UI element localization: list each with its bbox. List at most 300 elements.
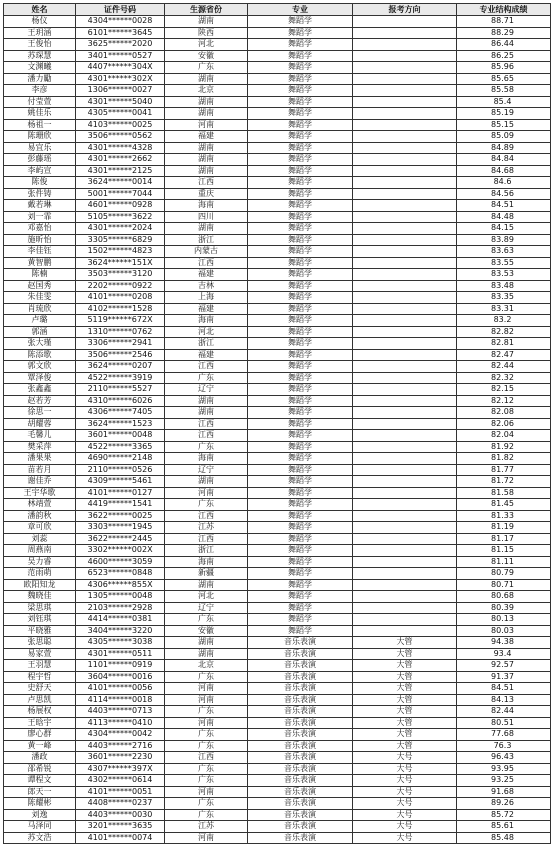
cell-direction — [353, 556, 457, 568]
cell-major: 舞蹈学 — [248, 545, 353, 557]
cell-name: 杨祖一 — [4, 119, 76, 131]
cell-major: 音乐表演 — [248, 706, 353, 718]
cell-score: 83.55 — [457, 257, 551, 269]
cell-name: 吴力睿 — [4, 556, 76, 568]
cell-direction — [353, 625, 457, 637]
cell-name: 易家萱 — [4, 648, 76, 660]
cell-direction — [353, 602, 457, 614]
cell-score: 81.33 — [457, 510, 551, 522]
cell-id-number: 4403******0713 — [76, 706, 165, 718]
table-row — [4, 809, 551, 821]
cell-province: 江西 — [165, 533, 248, 545]
cell-name: 覃泽俊 — [4, 372, 76, 384]
cell-id-number: 4101******0208 — [76, 292, 165, 304]
cell-name: 易宜乐 — [4, 142, 76, 154]
table-row — [4, 257, 551, 269]
cell-province: 湖南 — [165, 154, 248, 166]
cell-province: 湖南 — [165, 96, 248, 108]
cell-major: 音乐表演 — [248, 821, 353, 833]
cell-major: 音乐表演 — [248, 786, 353, 798]
table-row — [4, 269, 551, 281]
cell-name: 张大瑾 — [4, 338, 76, 350]
cell-province: 福建 — [165, 131, 248, 143]
cell-major: 舞蹈学 — [248, 39, 353, 51]
cell-direction — [353, 614, 457, 626]
cell-score: 77.68 — [457, 729, 551, 741]
header-direction: 报考方向 — [353, 4, 457, 16]
cell-direction: 大管 — [353, 694, 457, 706]
cell-id-number: 3624******0207 — [76, 361, 165, 373]
cell-province: 湖南 — [165, 16, 248, 28]
cell-score: 81.92 — [457, 441, 551, 453]
cell-name: 赵若芳 — [4, 395, 76, 407]
table-row — [4, 602, 551, 614]
cell-name: 陈珊欣 — [4, 131, 76, 143]
table-row — [4, 384, 551, 396]
cell-name: 胡耀蓉 — [4, 418, 76, 430]
cell-score: 92.57 — [457, 660, 551, 672]
cell-major: 舞蹈学 — [248, 453, 353, 465]
cell-province: 内蒙古 — [165, 246, 248, 258]
cell-name: 陈耀彬 — [4, 798, 76, 810]
table-row — [4, 223, 551, 235]
cell-name: 杨展权 — [4, 706, 76, 718]
cell-score: 83.53 — [457, 269, 551, 281]
cell-direction: 大管 — [353, 740, 457, 752]
cell-id-number: 4522******3919 — [76, 372, 165, 384]
cell-id-number: 4419******1541 — [76, 499, 165, 511]
table-row — [4, 499, 551, 511]
cell-major: 舞蹈学 — [248, 73, 353, 85]
cell-id-number: 4408******0237 — [76, 798, 165, 810]
cell-major: 音乐表演 — [248, 752, 353, 764]
cell-direction — [353, 430, 457, 442]
table-row — [4, 292, 551, 304]
cell-score: 82.12 — [457, 395, 551, 407]
cell-province: 海南 — [165, 315, 248, 327]
table-body — [4, 16, 551, 844]
cell-id-number: 1101******0919 — [76, 660, 165, 672]
cell-major: 舞蹈学 — [248, 142, 353, 154]
cell-name: 陈楠 — [4, 269, 76, 281]
cell-score: 88.29 — [457, 27, 551, 39]
cell-name: 赵国秀 — [4, 280, 76, 292]
cell-score: 81.58 — [457, 487, 551, 499]
cell-major: 舞蹈学 — [248, 257, 353, 269]
cell-name: 苗若月 — [4, 464, 76, 476]
cell-score: 84.15 — [457, 223, 551, 235]
cell-province: 吉林 — [165, 280, 248, 292]
cell-province: 河南 — [165, 786, 248, 798]
table-row — [4, 579, 551, 591]
cell-direction — [353, 384, 457, 396]
cell-province: 湖南 — [165, 407, 248, 419]
cell-direction — [353, 269, 457, 281]
cell-id-number: 4301******2662 — [76, 154, 165, 166]
table-row — [4, 763, 551, 775]
cell-name: 卢思凯 — [4, 694, 76, 706]
cell-name: 郎天一 — [4, 786, 76, 798]
cell-direction: 大管 — [353, 683, 457, 695]
cell-major: 舞蹈学 — [248, 200, 353, 212]
cell-score: 80.13 — [457, 614, 551, 626]
cell-province: 河南 — [165, 119, 248, 131]
cell-name: 李彦 — [4, 85, 76, 97]
header-province: 生源省份 — [165, 4, 248, 16]
cell-score: 85.19 — [457, 108, 551, 120]
header-id-number: 证件号码 — [76, 4, 165, 16]
cell-id-number: 1502******4823 — [76, 246, 165, 258]
cell-id-number: 4407******304X — [76, 62, 165, 74]
cell-direction — [353, 464, 457, 476]
table-row — [4, 522, 551, 534]
header-score: 专业结构成绩 — [457, 4, 551, 16]
cell-id-number: 4302******0614 — [76, 775, 165, 787]
cell-direction — [353, 73, 457, 85]
cell-score: 81.72 — [457, 476, 551, 488]
cell-name: 邓嘉怡 — [4, 223, 76, 235]
cell-name: 张鑫鑫 — [4, 384, 76, 396]
cell-score: 81.45 — [457, 499, 551, 511]
cell-name: 欧阳知龙 — [4, 579, 76, 591]
cell-major: 舞蹈学 — [248, 349, 353, 361]
cell-name: 马泽同 — [4, 821, 76, 833]
cell-province: 北京 — [165, 85, 248, 97]
cell-major: 舞蹈学 — [248, 50, 353, 62]
cell-province: 湖南 — [165, 223, 248, 235]
cell-major: 音乐表演 — [248, 832, 353, 844]
cell-score: 81.17 — [457, 533, 551, 545]
cell-name: 平晓雅 — [4, 625, 76, 637]
table-row — [4, 211, 551, 223]
cell-id-number: 4309******5461 — [76, 476, 165, 488]
cell-province: 河北 — [165, 39, 248, 51]
cell-direction: 大号 — [353, 752, 457, 764]
cell-id-number: 4307******397X — [76, 763, 165, 775]
cell-id-number: 4522******3365 — [76, 441, 165, 453]
cell-major: 舞蹈学 — [248, 211, 353, 223]
table-row — [4, 476, 551, 488]
table-row — [4, 154, 551, 166]
cell-province: 广东 — [165, 740, 248, 752]
cell-major: 舞蹈学 — [248, 602, 353, 614]
table-row — [4, 96, 551, 108]
cell-name: 潘力勵 — [4, 73, 76, 85]
cell-score: 82.44 — [457, 706, 551, 718]
cell-id-number: 3303******1945 — [76, 522, 165, 534]
cell-name: 苏琛慧 — [4, 50, 76, 62]
cell-score: 84.89 — [457, 142, 551, 154]
cell-direction — [353, 453, 457, 465]
cell-name: 刘钰琪 — [4, 614, 76, 626]
cell-id-number: 3302******002X — [76, 545, 165, 557]
cell-major: 舞蹈学 — [248, 499, 353, 511]
cell-major: 舞蹈学 — [248, 131, 353, 143]
cell-score: 85.61 — [457, 821, 551, 833]
cell-province: 广东 — [165, 614, 248, 626]
table-row — [4, 372, 551, 384]
cell-id-number: 4301******2024 — [76, 223, 165, 235]
table-row — [4, 821, 551, 833]
cell-id-number: 4310******6026 — [76, 395, 165, 407]
cell-direction — [353, 545, 457, 557]
cell-name: 施昕怡 — [4, 234, 76, 246]
cell-province: 湖南 — [165, 165, 248, 177]
cell-province: 安徽 — [165, 50, 248, 62]
table-row — [4, 165, 551, 177]
cell-direction — [353, 246, 457, 258]
cell-name: 卢璐 — [4, 315, 76, 327]
cell-name: 张件铸 — [4, 188, 76, 200]
table-row — [4, 717, 551, 729]
cell-score: 84.48 — [457, 211, 551, 223]
cell-direction — [353, 292, 457, 304]
cell-major: 舞蹈学 — [248, 119, 353, 131]
cell-direction — [353, 303, 457, 315]
cell-direction — [353, 418, 457, 430]
cell-direction: 大管 — [353, 671, 457, 683]
table-row — [4, 533, 551, 545]
cell-direction: 大管 — [353, 660, 457, 672]
cell-province: 河北 — [165, 591, 248, 603]
table-row — [4, 16, 551, 28]
cell-id-number: 4101******0051 — [76, 786, 165, 798]
cell-province: 广东 — [165, 671, 248, 683]
table-row — [4, 407, 551, 419]
table-row — [4, 660, 551, 672]
cell-score: 84.68 — [457, 165, 551, 177]
cell-province: 北京 — [165, 660, 248, 672]
cell-province: 福建 — [165, 349, 248, 361]
cell-name: 陈添歌 — [4, 349, 76, 361]
cell-id-number: 3604******0016 — [76, 671, 165, 683]
cell-direction — [353, 522, 457, 534]
cell-name: 黄一峰 — [4, 740, 76, 752]
cell-major: 音乐表演 — [248, 798, 353, 810]
cell-score: 91.37 — [457, 671, 551, 683]
cell-direction — [353, 441, 457, 453]
cell-id-number: 6101******3645 — [76, 27, 165, 39]
cell-major: 舞蹈学 — [248, 96, 353, 108]
cell-id-number: 3624******0014 — [76, 177, 165, 189]
cell-direction: 大管 — [353, 648, 457, 660]
cell-name: 廖心群 — [4, 729, 76, 741]
cell-name: 刘一霏 — [4, 211, 76, 223]
cell-score: 83.63 — [457, 246, 551, 258]
cell-name: 黄智鹏 — [4, 257, 76, 269]
cell-id-number: 4403******2716 — [76, 740, 165, 752]
cell-id-number: 1305******0048 — [76, 591, 165, 603]
cell-province: 浙江 — [165, 338, 248, 350]
cell-major: 舞蹈学 — [248, 269, 353, 281]
table-row — [4, 73, 551, 85]
cell-major: 舞蹈学 — [248, 522, 353, 534]
table-row — [4, 625, 551, 637]
cell-id-number: 4601******0928 — [76, 200, 165, 212]
cell-name: 邵希锐 — [4, 763, 76, 775]
cell-province: 福建 — [165, 269, 248, 281]
cell-direction — [353, 27, 457, 39]
table-row — [4, 671, 551, 683]
cell-province: 海南 — [165, 556, 248, 568]
cell-province: 广东 — [165, 763, 248, 775]
cell-name: 朱佳雯 — [4, 292, 76, 304]
cell-direction — [353, 395, 457, 407]
cell-province: 河南 — [165, 487, 248, 499]
table-row — [4, 108, 551, 120]
cell-name: 程宇哲 — [4, 671, 76, 683]
header-name: 姓名 — [4, 4, 76, 16]
cell-id-number: 3506******0562 — [76, 131, 165, 143]
table-row — [4, 361, 551, 373]
cell-score: 80.51 — [457, 717, 551, 729]
cell-direction: 大号 — [353, 832, 457, 844]
cell-score: 84.13 — [457, 694, 551, 706]
cell-score: 80.03 — [457, 625, 551, 637]
cell-province: 江西 — [165, 361, 248, 373]
cell-id-number: 4403******0030 — [76, 809, 165, 821]
cell-direction — [353, 476, 457, 488]
cell-major: 音乐表演 — [248, 694, 353, 706]
cell-score: 84.51 — [457, 200, 551, 212]
table-row — [4, 177, 551, 189]
cell-id-number: 4114******0018 — [76, 694, 165, 706]
cell-direction — [353, 50, 457, 62]
table-row — [4, 280, 551, 292]
cell-major: 舞蹈学 — [248, 418, 353, 430]
cell-id-number: 4414******0381 — [76, 614, 165, 626]
cell-score: 76.3 — [457, 740, 551, 752]
cell-province: 上海 — [165, 292, 248, 304]
results-table — [3, 3, 551, 844]
cell-id-number: 4113******0410 — [76, 717, 165, 729]
table-row — [4, 591, 551, 603]
cell-id-number: 4600******3059 — [76, 556, 165, 568]
table-row — [4, 648, 551, 660]
cell-score: 84.84 — [457, 154, 551, 166]
cell-province: 广东 — [165, 775, 248, 787]
cell-score: 81.15 — [457, 545, 551, 557]
cell-major: 舞蹈学 — [248, 464, 353, 476]
cell-major: 舞蹈学 — [248, 16, 353, 28]
cell-province: 湖南 — [165, 108, 248, 120]
cell-score: 91.68 — [457, 786, 551, 798]
cell-name: 文渊曦 — [4, 62, 76, 74]
cell-score: 84.56 — [457, 188, 551, 200]
table-row — [4, 832, 551, 844]
cell-id-number: 5001******7044 — [76, 188, 165, 200]
cell-score: 89.26 — [457, 798, 551, 810]
cell-major: 音乐表演 — [248, 775, 353, 787]
cell-province: 江西 — [165, 510, 248, 522]
cell-major: 舞蹈学 — [248, 280, 353, 292]
cell-province: 江西 — [165, 177, 248, 189]
cell-province: 江苏 — [165, 522, 248, 534]
cell-direction — [353, 223, 457, 235]
cell-id-number: 2103******2928 — [76, 602, 165, 614]
cell-id-number: 4304******0028 — [76, 16, 165, 28]
cell-direction: 大管 — [353, 706, 457, 718]
cell-direction: 大号 — [353, 775, 457, 787]
cell-score: 80.71 — [457, 579, 551, 591]
cell-direction — [353, 579, 457, 591]
cell-name: 杨仪 — [4, 16, 76, 28]
cell-major: 音乐表演 — [248, 717, 353, 729]
cell-direction — [353, 200, 457, 212]
cell-major: 音乐表演 — [248, 671, 353, 683]
header-row — [4, 4, 551, 16]
cell-id-number: 4301******5040 — [76, 96, 165, 108]
cell-name: 苏文浩 — [4, 832, 76, 844]
cell-province: 湖南 — [165, 395, 248, 407]
table-row — [4, 510, 551, 522]
cell-major: 舞蹈学 — [248, 591, 353, 603]
cell-major: 舞蹈学 — [248, 487, 353, 499]
cell-direction — [353, 257, 457, 269]
cell-province: 广东 — [165, 706, 248, 718]
cell-province: 江苏 — [165, 821, 248, 833]
cell-direction — [353, 315, 457, 327]
cell-name: 陈俊 — [4, 177, 76, 189]
cell-direction — [353, 591, 457, 603]
table-row — [4, 441, 551, 453]
cell-score: 83.35 — [457, 292, 551, 304]
table-row — [4, 637, 551, 649]
cell-id-number: 3601******0048 — [76, 430, 165, 442]
cell-major: 舞蹈学 — [248, 579, 353, 591]
table-row — [4, 395, 551, 407]
cell-score: 81.19 — [457, 522, 551, 534]
cell-province: 四川 — [165, 211, 248, 223]
cell-name: 徐思一 — [4, 407, 76, 419]
cell-id-number: 2110******0526 — [76, 464, 165, 476]
cell-province: 辽宁 — [165, 464, 248, 476]
cell-major: 音乐表演 — [248, 683, 353, 695]
cell-direction — [353, 85, 457, 97]
cell-id-number: 5105******3622 — [76, 211, 165, 223]
cell-score: 80.79 — [457, 568, 551, 580]
cell-province: 江西 — [165, 430, 248, 442]
table-row — [4, 545, 551, 557]
cell-direction: 大号 — [353, 821, 457, 833]
table-row — [4, 430, 551, 442]
cell-direction — [353, 62, 457, 74]
cell-direction — [353, 407, 457, 419]
cell-score: 82.44 — [457, 361, 551, 373]
cell-name: 潘韵秋 — [4, 510, 76, 522]
cell-major: 舞蹈学 — [248, 165, 353, 177]
cell-id-number: 4101******0127 — [76, 487, 165, 499]
cell-score: 82.08 — [457, 407, 551, 419]
cell-direction: 大管 — [353, 717, 457, 729]
cell-province: 广东 — [165, 729, 248, 741]
cell-score: 93.4 — [457, 648, 551, 660]
cell-direction — [353, 326, 457, 338]
cell-id-number: 4301******302X — [76, 73, 165, 85]
table-row — [4, 614, 551, 626]
cell-major: 舞蹈学 — [248, 246, 353, 258]
cell-direction — [353, 372, 457, 384]
cell-name: 李屿宣 — [4, 165, 76, 177]
cell-direction: 大号 — [353, 763, 457, 775]
cell-name: 毛馨儿 — [4, 430, 76, 442]
cell-name: 周燕南 — [4, 545, 76, 557]
cell-name: 王俊怡 — [4, 39, 76, 51]
cell-name: 戴若琳 — [4, 200, 76, 212]
cell-province: 江西 — [165, 418, 248, 430]
cell-direction — [353, 131, 457, 143]
table-row — [4, 694, 551, 706]
